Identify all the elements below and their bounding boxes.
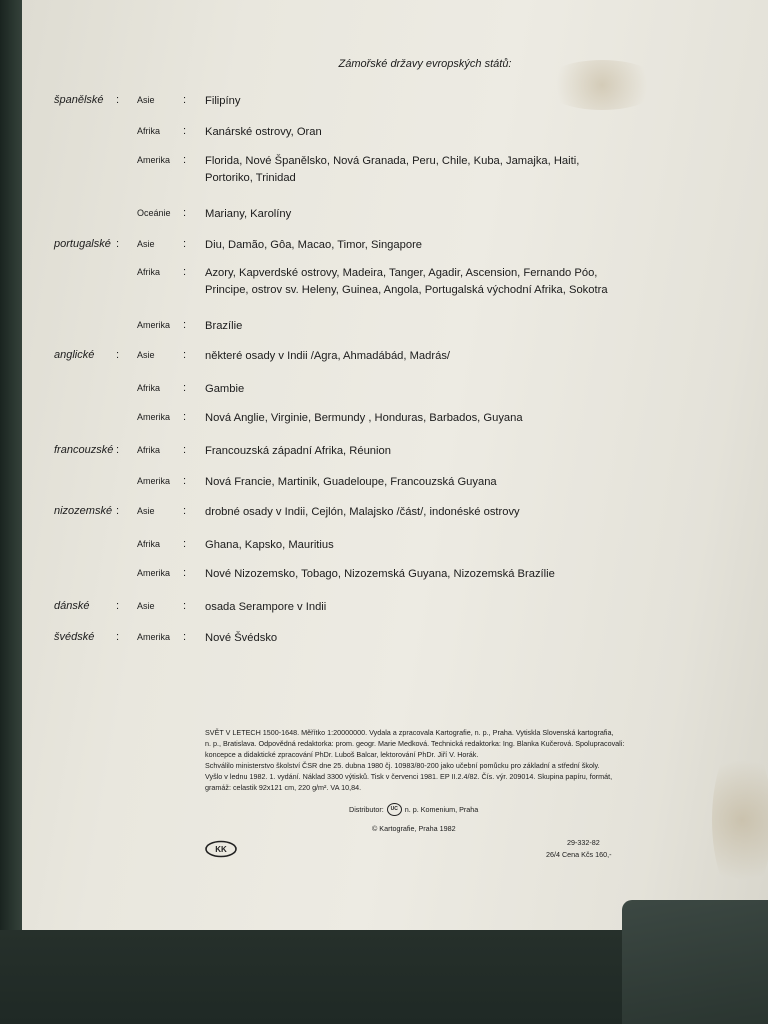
- continent-label: Asie: [137, 601, 155, 611]
- continent-label: Afrika: [137, 539, 161, 549]
- continent-label: Amerika: [137, 568, 171, 578]
- territory-places: [205, 93, 240, 110]
- places-line: drobné osady v Indii, Cejlón, Malajsko /část/, indonéské ostrovy: [205, 506, 520, 518]
- territory-places: [205, 474, 497, 491]
- places-line: některé osady v Indii /Agra, Ahmadábád, Madrás/: [205, 350, 451, 362]
- territory-places: [205, 381, 244, 398]
- continent-label: Afrika: [137, 267, 161, 277]
- places-line: Principe, ostrov sv. Heleny, Guinea, Angola, Portugalská východní Afrika, Sokotra: [205, 284, 608, 296]
- separator: :: [183, 154, 187, 166]
- imprint-line: gramáž: celastik 92x121 cm, 220 g/m². VA 10,84.: [205, 783, 362, 792]
- places-line: Nová Francie, Martinik, Guadeloupe, Francouzská Guyana: [205, 476, 497, 488]
- separator: :: [183, 411, 187, 423]
- continent-label: Afrika: [137, 383, 161, 393]
- price-line: 26/4 Cena Kčs 160,-: [546, 850, 612, 859]
- separator: :: [116, 505, 120, 517]
- distributor-line: [349, 803, 478, 816]
- paper-sheet: [22, 0, 768, 932]
- separator: :: [116, 600, 120, 612]
- places-line: osada Serampore v Indii: [205, 601, 327, 613]
- continent-label: Amerika: [137, 412, 171, 422]
- separator: :: [183, 600, 187, 612]
- page-title: Zámořské državy evropských států:: [338, 58, 512, 70]
- territory-places: [205, 537, 334, 554]
- places-line: Diu, Damão, Gôa, Macao, Timor, Singapore: [205, 239, 423, 251]
- territory-places: [205, 124, 322, 141]
- separator: :: [116, 94, 120, 106]
- separator: :: [116, 349, 120, 361]
- country-label: nizozemské: [54, 505, 113, 517]
- distributor-name: n. p. Komenium, Praha: [404, 805, 479, 814]
- continent-label: Asie: [137, 239, 155, 249]
- continent-label: Amerika: [137, 320, 171, 330]
- continent-label: Asie: [137, 95, 155, 105]
- distributor-label: Distributor:: [349, 805, 384, 814]
- imprint-line: Schválilo ministerstvo školství ČSR dne 25. dubna 1980 čj. 10983/80-200 jako učební pomůcku pro základní a střední školy.: [205, 761, 600, 770]
- separator: :: [116, 631, 120, 643]
- places-line: Portoriko, Trinidad: [205, 172, 296, 184]
- territory-places: [205, 566, 555, 583]
- country-label: dánské: [54, 600, 90, 612]
- separator: :: [183, 266, 187, 278]
- territory-places: [205, 206, 291, 223]
- territory-places: [205, 443, 391, 460]
- paper-stain: [712, 740, 768, 900]
- copyright-notice: © Kartografie, Praha 1982: [372, 824, 456, 833]
- separator: :: [183, 631, 187, 643]
- places-line: Nové Švédsko: [205, 632, 278, 644]
- torn-corner: [622, 900, 768, 1024]
- separator: :: [183, 94, 187, 106]
- territory-places: [205, 153, 579, 187]
- kartografie-logo-icon: [204, 840, 238, 858]
- territory-places: [205, 265, 608, 299]
- places-line: Florida, Nové Španělsko, Nová Granada, Peru, Chile, Kuba, Jamajka, Haiti,: [205, 155, 580, 167]
- country-label: anglické: [54, 349, 95, 361]
- komenium-logo-icon: UC: [387, 803, 402, 816]
- continent-label: Afrika: [137, 126, 161, 136]
- separator: :: [183, 238, 187, 250]
- territory-places: [205, 410, 523, 427]
- continent-label: Amerika: [137, 155, 171, 165]
- separator: :: [183, 538, 187, 550]
- continent-label: Afrika: [137, 445, 161, 455]
- catalog-code: 29-332-82: [567, 838, 600, 847]
- country-label: španělské: [54, 94, 104, 106]
- places-line: Nová Anglie, Virginie, Bermundy , Honduras, Barbados, Guyana: [205, 412, 523, 424]
- publisher-logo-text: KK: [215, 845, 227, 854]
- country-label: portugalské: [54, 238, 111, 250]
- territory-places: [205, 237, 422, 254]
- separator: :: [116, 238, 120, 250]
- imprint-line: SVĚT V LETECH 1500-1648. Měřítko 1:20000000. Vydala a zpracovala Kartografie, n. p., Praha. Vytiskla Slovenská kartografia,: [205, 728, 614, 737]
- separator: :: [116, 444, 120, 456]
- continent-label: Asie: [137, 506, 155, 516]
- territory-places: [205, 504, 520, 521]
- imprint-line: koncepce a didaktické zpracování PhDr. Luboš Balcar, lektorování PhDr. Jiří V. Horák.: [205, 750, 479, 759]
- separator: :: [183, 319, 187, 331]
- separator: :: [183, 382, 187, 394]
- continent-label: Oceánie: [137, 208, 171, 218]
- country-label: francouzské: [54, 444, 114, 456]
- places-line: Mariany, Karolíny: [205, 208, 292, 220]
- places-line: Filipíny: [205, 95, 241, 107]
- continent-label: Asie: [137, 350, 155, 360]
- continent-label: Amerika: [137, 632, 171, 642]
- places-line: Azory, Kapverdské ostrovy, Madeira, Tanger, Agadir, Ascension, Fernando Póo,: [205, 267, 598, 279]
- places-line: Francouzská západní Afrika, Réunion: [205, 445, 391, 457]
- country-label: švédské: [54, 631, 95, 643]
- imprint-block: [205, 727, 635, 793]
- places-line: Brazílie: [205, 320, 243, 332]
- separator: :: [183, 125, 187, 137]
- separator: :: [183, 444, 187, 456]
- imprint-line: Vyšlo v lednu 1982. 1. vydání. Náklad 3300 výtisků. Tisk v červenci 1981. EP II.2.4/82. Čís. výr. 209014. Skupina papíru, formát,: [205, 772, 613, 781]
- imprint-line: n. p., Bratislava. Odpovědná redaktorka: prom. geogr. Marie Medková. Technická redaktorka: Ing. Blanka Kučerová. Spolupracovali:: [205, 739, 625, 748]
- places-line: Ghana, Kapsko, Mauritius: [205, 539, 334, 551]
- separator: :: [183, 567, 187, 579]
- separator: :: [183, 349, 187, 361]
- continent-label: Amerika: [137, 476, 171, 486]
- territory-places: [205, 318, 242, 335]
- separator: :: [183, 505, 187, 517]
- territory-places: [205, 599, 326, 616]
- separator: :: [183, 475, 187, 487]
- territory-places: [205, 348, 450, 365]
- places-line: Kanárské ostrovy, Oran: [205, 126, 322, 138]
- territory-places: [205, 630, 277, 647]
- separator: :: [183, 207, 187, 219]
- places-line: Gambie: [205, 383, 245, 395]
- places-line: Nové Nizozemsko, Tobago, Nizozemská Guyana, Nizozemská Brazílie: [205, 568, 555, 580]
